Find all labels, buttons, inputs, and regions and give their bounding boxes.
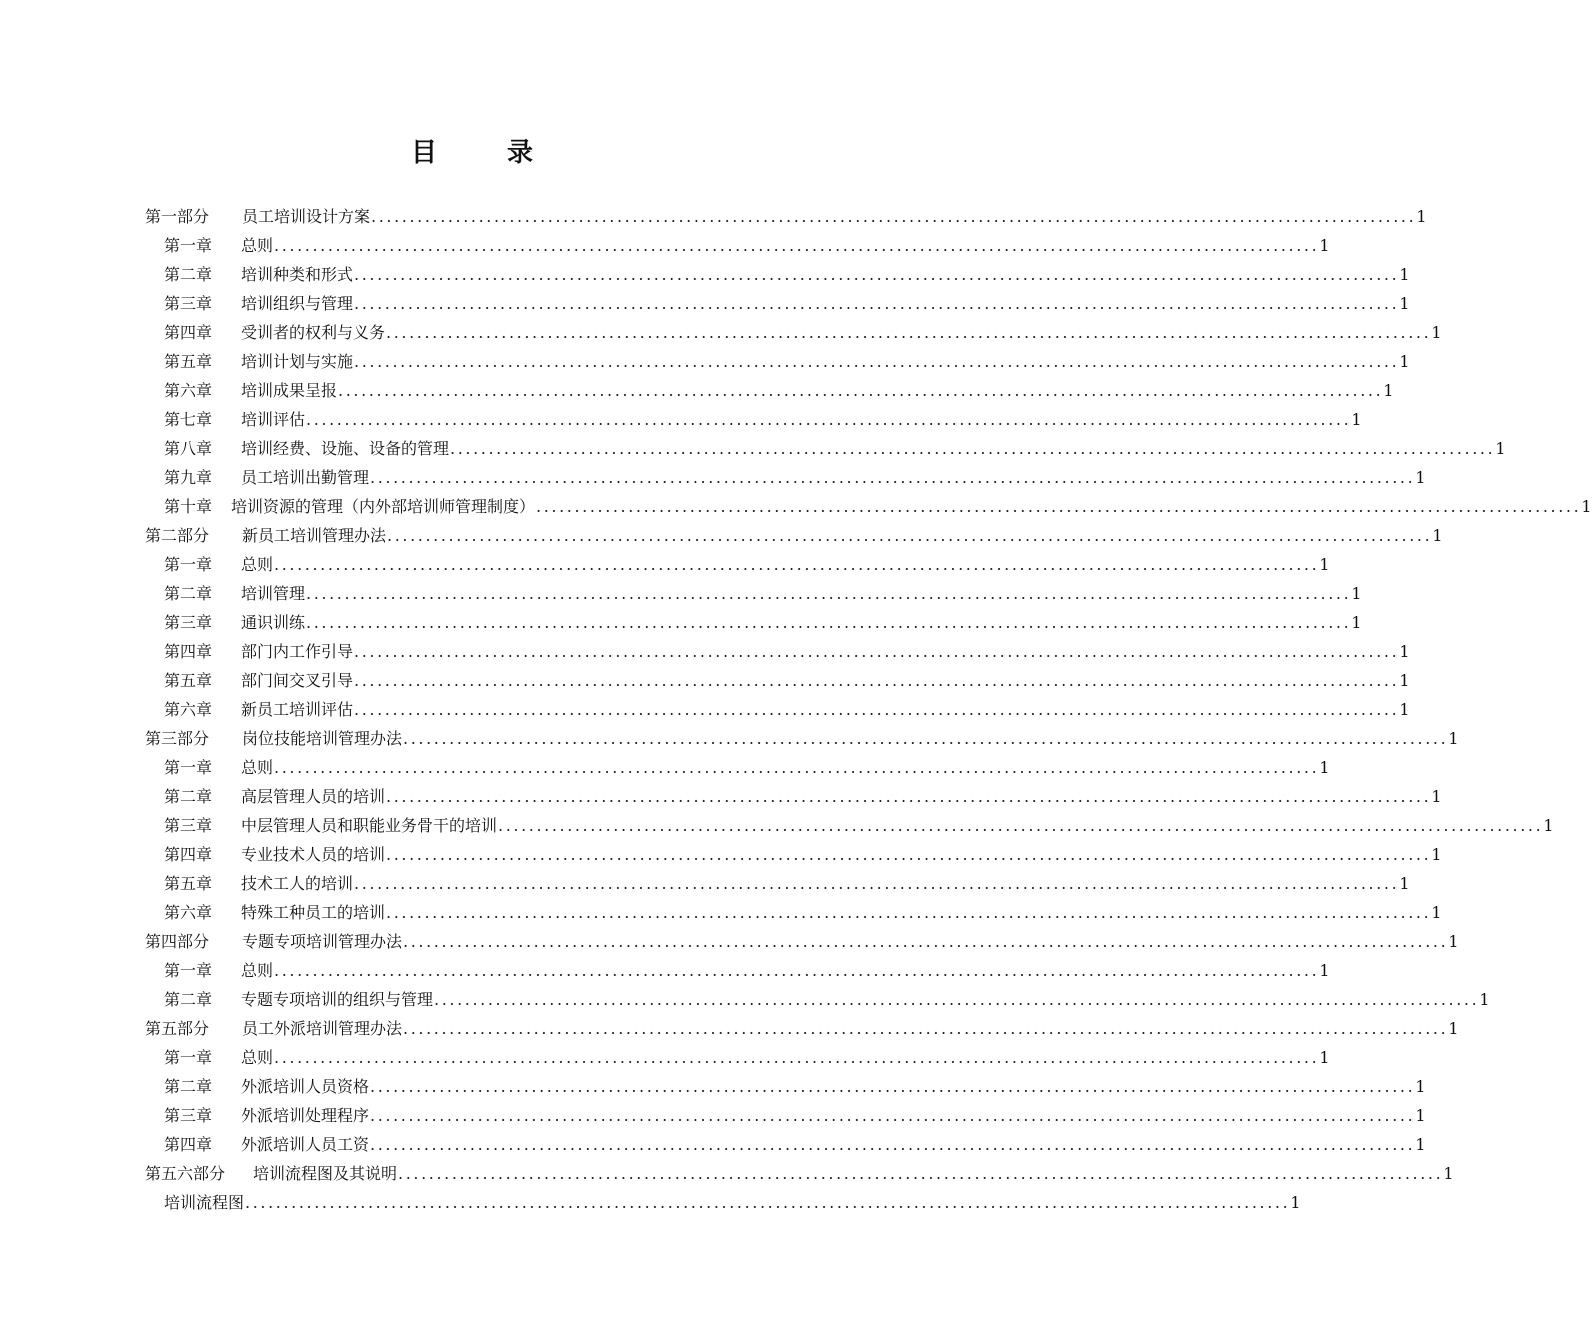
toc-entry-label [164, 434, 449, 463]
toc-dot-leader: ........................................................................................................................................ [386, 845, 1432, 864]
toc-entry-part[interactable] [145, 202, 1427, 231]
toc-entry-label [164, 347, 353, 376]
toc-entry-number: 第五六部分 [145, 1164, 226, 1183]
toc-entry-number: 第二部分 [145, 526, 210, 545]
toc-entry-title: 新员工培训评估 [241, 700, 354, 719]
toc-dot-leader: ........................................................................................................................................ [354, 265, 1400, 284]
toc-dot-leader: ........................................................................................................................................ [370, 1077, 1416, 1096]
toc-page-number: 1 [1431, 903, 1442, 922]
toc-entry-chapter[interactable] [164, 1188, 1301, 1217]
toc-entry-number: 第四部分 [145, 932, 210, 951]
toc-entry-title: 外派培训人员工资 [241, 1135, 370, 1154]
toc-page-number: 1 [1431, 323, 1442, 342]
toc-entry-label [164, 579, 305, 608]
toc-entry-chapter[interactable] [164, 260, 1410, 289]
toc-entry-title: 员工培训出勤管理 [241, 468, 370, 487]
toc-page-number: 1 [1383, 381, 1394, 400]
toc-entry-number: 第一章 [164, 961, 213, 980]
toc-page-number: 1 [1415, 1135, 1426, 1154]
toc-page-number: 1 [1319, 555, 1330, 574]
toc-entry-title: 总则 [241, 1048, 274, 1067]
toc-page-number: 1 [1399, 671, 1410, 690]
toc-page-number: 1 [1290, 1193, 1301, 1212]
toc-entry-number: 第二章 [164, 787, 213, 806]
toc-entry-title: 培训流程图 [164, 1193, 245, 1212]
toc-entry-number: 第三章 [164, 294, 213, 313]
toc-entry-label [164, 376, 337, 405]
toc-dot-leader: ........................................................................................................................................ [274, 555, 1320, 574]
toc-dot-leader: ........................................................................................................................................ [386, 787, 1432, 806]
toc-entry-label [164, 608, 305, 637]
toc-dot-leader: ........................................................................................................................................ [371, 207, 1417, 226]
toc-entry-chapter[interactable] [164, 492, 1592, 521]
toc-page-number: 1 [1351, 584, 1362, 603]
toc-dot-leader: ........................................................................................................................................ [338, 381, 1384, 400]
toc-entry-label [164, 1072, 369, 1101]
toc-page-number: 1 [1416, 207, 1427, 226]
toc-entry-title: 受训者的权利与义务 [241, 323, 386, 342]
toc-entry-chapter[interactable] [164, 695, 1410, 724]
toc-dot-leader: ........................................................................................................................................ [354, 352, 1400, 371]
toc-entry-label [164, 985, 433, 1014]
toc-page-number: 1 [1448, 932, 1459, 951]
toc-page-number: 1 [1399, 874, 1410, 893]
toc-dot-leader: ........................................................................................................................................ [274, 236, 1320, 255]
toc-entry-label [164, 1130, 369, 1159]
toc-dot-leader: ........................................................................................................................................ [354, 294, 1400, 313]
toc-entry-chapter[interactable] [164, 666, 1410, 695]
toc-dot-leader: ........................................................................................................................................ [354, 671, 1400, 690]
toc-entry-number: 第四章 [164, 845, 213, 864]
toc-entry-label [164, 695, 353, 724]
toc-entry-label [164, 637, 353, 666]
toc-page-number: 1 [1415, 1077, 1426, 1096]
toc-entry-number: 第二章 [164, 584, 213, 603]
toc-entry-part[interactable] [145, 1159, 1454, 1188]
toc-entry-chapter[interactable] [164, 231, 1330, 260]
toc-dot-leader: ........................................................................................................................................ [386, 903, 1432, 922]
toc-entry-title: 总则 [241, 555, 274, 574]
toc-dot-leader: ........................................................................................................................................ [370, 468, 1416, 487]
toc-entry-label [164, 666, 353, 695]
toc-entry-label [145, 1159, 397, 1188]
toc-dot-leader: ........................................................................................................................................ [274, 758, 1320, 777]
toc-title: 目 录 [410, 138, 555, 168]
toc-dot-leader: ........................................................................................................................................ [434, 990, 1480, 1009]
toc-entry-title: 培训组织与管理 [241, 294, 354, 313]
toc-entry-number: 第八章 [164, 439, 213, 458]
toc-dot-leader: ........................................................................................................................................ [450, 439, 1496, 458]
toc-entry-chapter[interactable] [164, 637, 1410, 666]
toc-dot-leader: ........................................................................................................................................ [306, 410, 1352, 429]
toc-entry-title: 外派培训处理程序 [241, 1106, 370, 1125]
toc-entry-label [164, 1043, 273, 1072]
toc-entry-chapter[interactable] [164, 550, 1330, 579]
toc-dot-leader: ........................................................................................................................................ [403, 729, 1449, 748]
toc-entry-chapter[interactable] [164, 869, 1410, 898]
toc-entry-label [164, 231, 273, 260]
toc-page-number: 1 [1581, 497, 1592, 516]
toc-page-number: 1 [1319, 758, 1330, 777]
toc-entry-label [164, 782, 385, 811]
toc-entry-number: 第五章 [164, 874, 213, 893]
toc-entry-number: 第一章 [164, 555, 213, 574]
toc-dot-leader: ........................................................................................................................................ [386, 323, 1432, 342]
toc-entry-title: 技术工人的培训 [241, 874, 354, 893]
toc-entry-chapter[interactable] [164, 1101, 1426, 1130]
toc-entry-chapter[interactable] [164, 1043, 1330, 1072]
toc-entry-label [145, 927, 402, 956]
toc-dot-leader: ........................................................................................................................................ [498, 816, 1544, 835]
toc-page-number: 1 [1495, 439, 1506, 458]
toc-entry-label [164, 869, 353, 898]
toc-dot-leader: ........................................................................................................................................ [306, 613, 1352, 632]
toc-page-number: 1 [1431, 787, 1442, 806]
toc-entry-label [145, 1014, 402, 1043]
toc-entry-title: 新员工培训管理办法 [242, 526, 387, 545]
toc-dot-leader: ........................................................................................................................................ [398, 1164, 1444, 1183]
toc-entry-number: 第二章 [164, 990, 213, 1009]
toc-entry-label [164, 550, 273, 579]
toc-entry-number: 第五部分 [145, 1019, 210, 1038]
toc-page-number: 1 [1319, 236, 1330, 255]
toc-entry-chapter[interactable] [164, 811, 1554, 840]
toc-page-number: 1 [1431, 845, 1442, 864]
toc-page-number: 1 [1319, 961, 1330, 980]
toc-entry-chapter[interactable] [164, 985, 1490, 1014]
toc-entry-number: 第三章 [164, 613, 213, 632]
toc-entry-title: 专题专项培训管理办法 [242, 932, 403, 951]
toc-entry-label [164, 289, 353, 318]
toc-entry-part[interactable] [145, 724, 1459, 753]
toc-entry-label [164, 1101, 369, 1130]
toc-dot-leader: ........................................................................................................................................ [274, 1048, 1320, 1067]
toc-dot-leader: ........................................................................................................................................ [370, 1135, 1416, 1154]
toc-entry-number: 第三部分 [145, 729, 210, 748]
toc-page-number: 1 [1351, 410, 1362, 429]
toc-entry-number: 第五章 [164, 671, 213, 690]
toc-entry-chapter[interactable] [164, 608, 1362, 637]
toc-entry-chapter[interactable] [164, 753, 1330, 782]
toc-entry-chapter[interactable] [164, 782, 1442, 811]
toc-entry-title: 专业技术人员的培训 [241, 845, 386, 864]
toc-dot-leader: ........................................................................................................................................ [354, 700, 1400, 719]
toc-entry-number: 第十章 [164, 497, 213, 516]
toc-page-number: 1 [1399, 294, 1410, 313]
toc-dot-leader: ........................................................................................................................................ [274, 961, 1320, 980]
toc-entry-title: 专题专项培训的组织与管理 [241, 990, 434, 1009]
toc-entry-chapter[interactable] [164, 1072, 1426, 1101]
toc-entry-label [145, 202, 370, 231]
toc-entry-title: 高层管理人员的培训 [241, 787, 386, 806]
toc-entry-number: 第六章 [164, 381, 213, 400]
toc-entry-number: 第一章 [164, 236, 213, 255]
toc-entry-title: 员工外派培训管理办法 [242, 1019, 403, 1038]
toc-entry-label [164, 260, 353, 289]
toc-page-number: 1 [1543, 816, 1554, 835]
toc-entry-label [164, 753, 273, 782]
toc-entry-chapter[interactable] [164, 434, 1506, 463]
toc-entry-number: 第五章 [164, 352, 213, 371]
toc-entry-title: 培训经费、设施、设备的管理 [241, 439, 450, 458]
toc-dot-leader: ........................................................................................................................................ [536, 497, 1582, 516]
toc-entry-label [164, 405, 305, 434]
toc-entry-label [164, 840, 385, 869]
toc-entry-title: 部门间交叉引导 [241, 671, 354, 690]
toc-entry-title: 培训种类和形式 [241, 265, 354, 284]
toc-entry-number: 第七章 [164, 410, 213, 429]
toc-entry-chapter[interactable] [164, 579, 1362, 608]
toc-entry-chapter[interactable] [164, 347, 1410, 376]
toc-page-number: 1 [1479, 990, 1490, 1009]
toc-page-number: 1 [1448, 1019, 1459, 1038]
toc-entry-number: 第一章 [164, 758, 213, 777]
toc-entry-title: 培训成果呈报 [241, 381, 338, 400]
toc-entry-title: 中层管理人员和职能业务骨干的培训 [241, 816, 498, 835]
toc-entry-title: 岗位技能培训管理办法 [242, 729, 403, 748]
toc-page-number: 1 [1399, 352, 1410, 371]
toc-entry-number: 第九章 [164, 468, 213, 487]
toc-entry-title: 培训计划与实施 [241, 352, 354, 371]
toc-entry-label [164, 318, 385, 347]
toc-entry-part[interactable] [145, 1014, 1459, 1043]
toc-entry-title: 员工培训设计方案 [242, 207, 371, 226]
toc-entry-number: 第四章 [164, 642, 213, 661]
toc-entry-title: 总则 [241, 961, 274, 980]
toc-entry-title: 培训评估 [241, 410, 306, 429]
toc-entry-chapter[interactable] [164, 463, 1426, 492]
toc-page-number: 1 [1448, 729, 1459, 748]
toc-entry-title: 通识训练 [241, 613, 306, 632]
toc-page-number: 1 [1319, 1048, 1330, 1067]
toc-entry-label [164, 956, 273, 985]
toc-entry-part[interactable] [145, 521, 1443, 550]
toc-entry-chapter[interactable] [164, 318, 1442, 347]
toc-entry-number: 第三章 [164, 816, 213, 835]
toc-entry-number: 第三章 [164, 1106, 213, 1125]
toc-entry-label [164, 1188, 244, 1217]
toc-page-number: 1 [1399, 700, 1410, 719]
toc-entry-label [145, 724, 402, 753]
toc-entry-label [164, 492, 535, 521]
toc-page-number: 1 [1399, 642, 1410, 661]
toc-entry-part[interactable] [145, 927, 1459, 956]
toc-dot-leader: ........................................................................................................................................ [306, 584, 1352, 603]
toc-entry-label [164, 811, 497, 840]
toc-entry-chapter[interactable] [164, 898, 1442, 927]
toc-entry-number: 第二章 [164, 265, 213, 284]
toc-entry-title: 培训管理 [241, 584, 306, 603]
toc-page-number: 1 [1415, 1106, 1426, 1125]
toc-dot-leader: ........................................................................................................................................ [245, 1193, 1291, 1212]
toc-entry-number: 第六章 [164, 700, 213, 719]
toc-entry-title: 外派培训人员资格 [241, 1077, 370, 1096]
toc-entry-number: 第一部分 [145, 207, 210, 226]
toc-entry-title: 特殊工种员工的培训 [241, 903, 386, 922]
toc-entry-number: 第二章 [164, 1077, 213, 1096]
toc-entry-number: 第一章 [164, 1048, 213, 1067]
toc-entry-number: 第六章 [164, 903, 213, 922]
toc-entry-label [145, 521, 386, 550]
toc-entry-title: 总则 [241, 758, 274, 777]
toc-entry-chapter[interactable] [164, 1130, 1426, 1159]
toc-entry-number: 第四章 [164, 323, 213, 342]
toc-entry-title: 培训资源的管理（内外部培训师管理制度） [231, 497, 536, 516]
toc-page-number: 1 [1415, 468, 1426, 487]
toc-list [0, 202, 1592, 1217]
toc-dot-leader: ........................................................................................................................................ [354, 874, 1400, 893]
toc-page-number: 1 [1399, 265, 1410, 284]
toc-entry-title: 培训流程图及其说明 [253, 1164, 398, 1183]
toc-entry-label [164, 463, 369, 492]
toc-dot-leader: ........................................................................................................................................ [403, 1019, 1449, 1038]
toc-page-number: 1 [1351, 613, 1362, 632]
toc-page-number: 1 [1432, 526, 1443, 545]
toc-entry-label [164, 898, 385, 927]
toc-entry-title: 部门内工作引导 [241, 642, 354, 661]
toc-entry-chapter[interactable] [164, 840, 1442, 869]
toc-dot-leader: ........................................................................................................................................ [387, 526, 1433, 545]
toc-dot-leader: ........................................................................................................................................ [403, 932, 1449, 951]
toc-page-number: 1 [1443, 1164, 1454, 1183]
toc-entry-chapter[interactable] [164, 405, 1362, 434]
toc-entry-chapter[interactable] [164, 289, 1410, 318]
toc-entry-number: 第四章 [164, 1135, 213, 1154]
toc-entry-chapter[interactable] [164, 956, 1330, 985]
toc-entry-title: 总则 [241, 236, 274, 255]
toc-dot-leader: ........................................................................................................................................ [370, 1106, 1416, 1125]
toc-dot-leader: ........................................................................................................................................ [354, 642, 1400, 661]
toc-entry-chapter[interactable] [164, 376, 1394, 405]
